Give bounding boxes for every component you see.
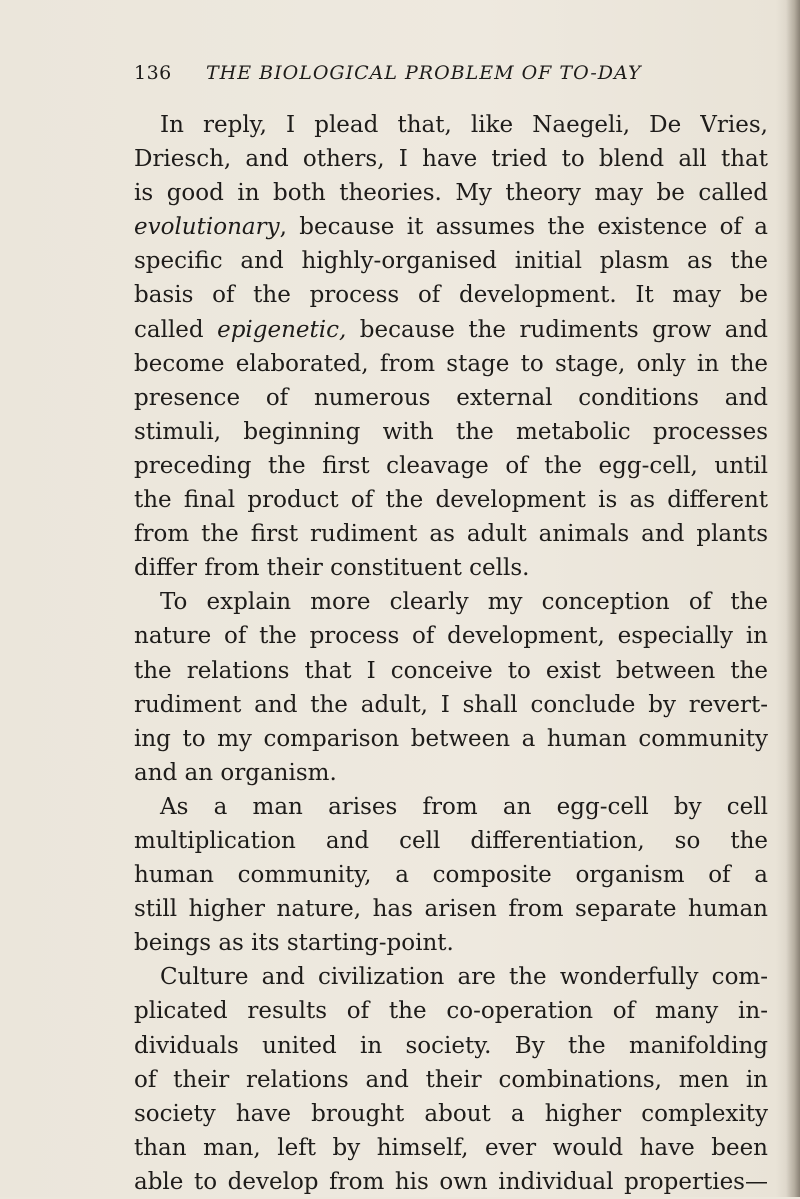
text-fragment: called xyxy=(134,316,204,343)
text-line: specific and highly-organised initial plasm as the xyxy=(134,248,768,275)
text-line: plicated results of the co-operation of many in- xyxy=(134,998,768,1025)
running-head: THE BIOLOGICAL PROBLEM OF TO-DAY xyxy=(206,62,642,84)
text-line: is good in both theories. My theory may be called xyxy=(134,180,768,207)
text-line: beings as its starting-point. xyxy=(134,930,454,957)
text-line: become elaborated, from stage to stage, only in the xyxy=(134,350,768,377)
text-line: the relations that I conceive to exist between the xyxy=(134,657,768,684)
text-line: nature of the process of development, especially in xyxy=(134,623,768,650)
text-line: In reply, I plead that, like Naegeli, De Vries, xyxy=(160,112,768,138)
emphasis-evolutionary: evolutionary xyxy=(134,214,280,241)
text-fragment: because the rudiments grow and xyxy=(359,316,768,343)
text-line: stimuli, beginning with the metabolic processes xyxy=(134,418,768,445)
text-line: ing to my comparison between a human community xyxy=(134,725,768,752)
text-line: human community, a composite organism of a xyxy=(134,862,768,889)
text-line: the final product of the development is as different xyxy=(134,487,768,514)
text-line: than man, left by himself, ever would have been xyxy=(134,1134,768,1161)
text-line: from the first rudiment as adult animals and plants xyxy=(134,521,768,548)
text-line: dividuals united in society. By the manifolding xyxy=(134,1032,768,1059)
body-text xyxy=(134,108,768,1199)
text-line: Driesch, and others, I have tried to blend all that xyxy=(134,146,768,173)
text-line: and an organism. xyxy=(134,759,337,786)
text-line: basis of the process of development. It may be xyxy=(134,282,768,309)
page-edge-shadow xyxy=(786,0,800,1197)
page-number: 136 xyxy=(134,62,172,84)
text-line: multiplication and cell differentiation, so the xyxy=(134,827,768,854)
text-line: To explain more clearly my conception of the xyxy=(160,589,768,616)
text-line: differ from their constituent cells. xyxy=(134,555,530,582)
emphasis-epigenetic: epigenetic, xyxy=(217,316,347,343)
text-line: Culture and civilization are the wonderfully com- xyxy=(160,964,768,991)
text-line: able to develop from his own individual properties— xyxy=(134,1168,768,1195)
text-fragment: , because it assumes the existence of a xyxy=(279,214,768,241)
text-line: society have brought about a higher complexity xyxy=(134,1100,768,1127)
text-line xyxy=(134,313,768,347)
text-line xyxy=(134,210,768,244)
text-line: As a man arises from an egg-cell by cell xyxy=(160,793,768,820)
page-header xyxy=(134,62,774,92)
text-line: preceding the first cleavage of the egg-cell, until xyxy=(134,452,768,479)
text-line: of their relations and their combinations, men in xyxy=(134,1066,768,1093)
text-line: rudiment and the adult, I shall conclude by revert- xyxy=(134,691,768,718)
text-line: presence of numerous external conditions and xyxy=(134,384,768,411)
text-line: still higher nature, has arisen from separate human xyxy=(134,896,768,923)
